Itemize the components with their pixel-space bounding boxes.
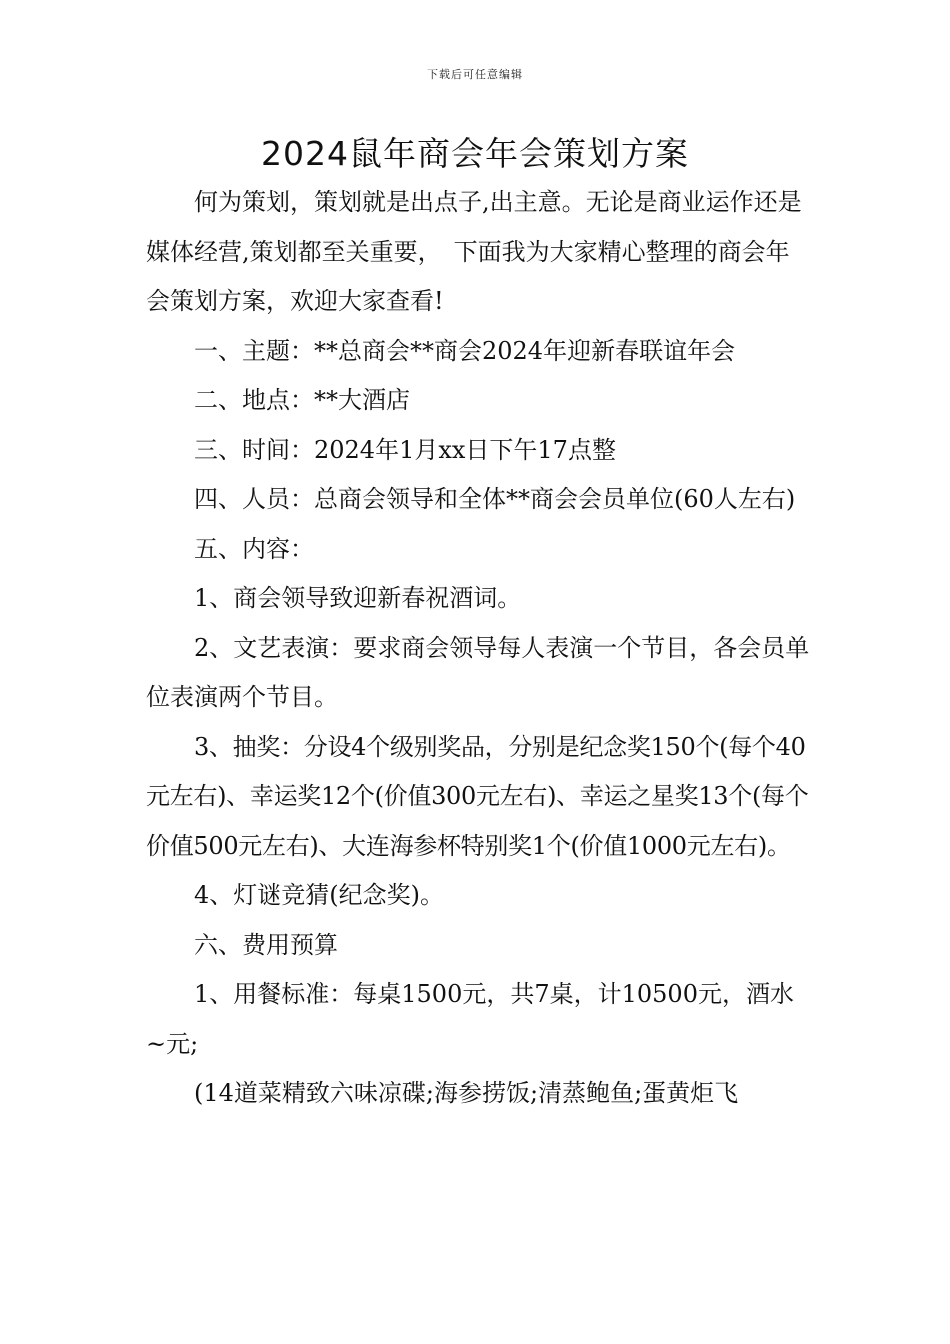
attendees-paragraph: 四、人员：总商会领导和全体**商会会员单位(60人左右) — [194, 485, 796, 513]
time-line: 三、时间：2024年1月xx日下午17点整 — [194, 435, 616, 464]
content-heading: 五、内容： — [194, 534, 314, 563]
location-line: 二、地点：**大酒店 — [194, 386, 410, 414]
document-body — [146, 178, 810, 1119]
menu-paragraph: (14道菜精致六味凉碟;海参捞饭;清蒸鲍鱼;蛋黄炬飞 — [194, 1079, 739, 1107]
intro-paragraph: 何为策划，策划就是出点子,出主意。无论是商业运作还是媒体经营,策划都至关重要， 下面我为大家精心整理的商会年会策划方案，欢迎大家查看! — [146, 188, 802, 315]
header-note: 下载后可任意编辑 — [427, 68, 523, 81]
theme-line: 一、主题：**总商会**商会2024年迎新春联谊年会 — [194, 336, 736, 365]
budget-item-1: 1、用餐标准：每桌1500元，共7桌，计10500元，酒水~元; — [146, 980, 794, 1058]
content-item-1: 1、商会领导致迎新春祝酒词。 — [194, 584, 522, 612]
budget-heading: 六、费用预算 — [194, 930, 338, 959]
content-item-3: 3、抽奖：分设4个级别奖品，分别是纪念奖150个(每个40元左右)、幸运奖12个(价值300元左右)、幸运之星奖13个(每个价值500元左右)、大连海参杯特别奖1个(价值1000元左右)。 — [146, 732, 809, 860]
page-title: 2024鼠年商会年会策划方案 — [261, 134, 689, 173]
content-item-4: 4、灯谜竞猜(纪念奖)。 — [194, 881, 444, 909]
content-item-2: 2、文艺表演：要求商会领导每人表演一个节目，各会员单位表演两个节目。 — [146, 633, 810, 711]
